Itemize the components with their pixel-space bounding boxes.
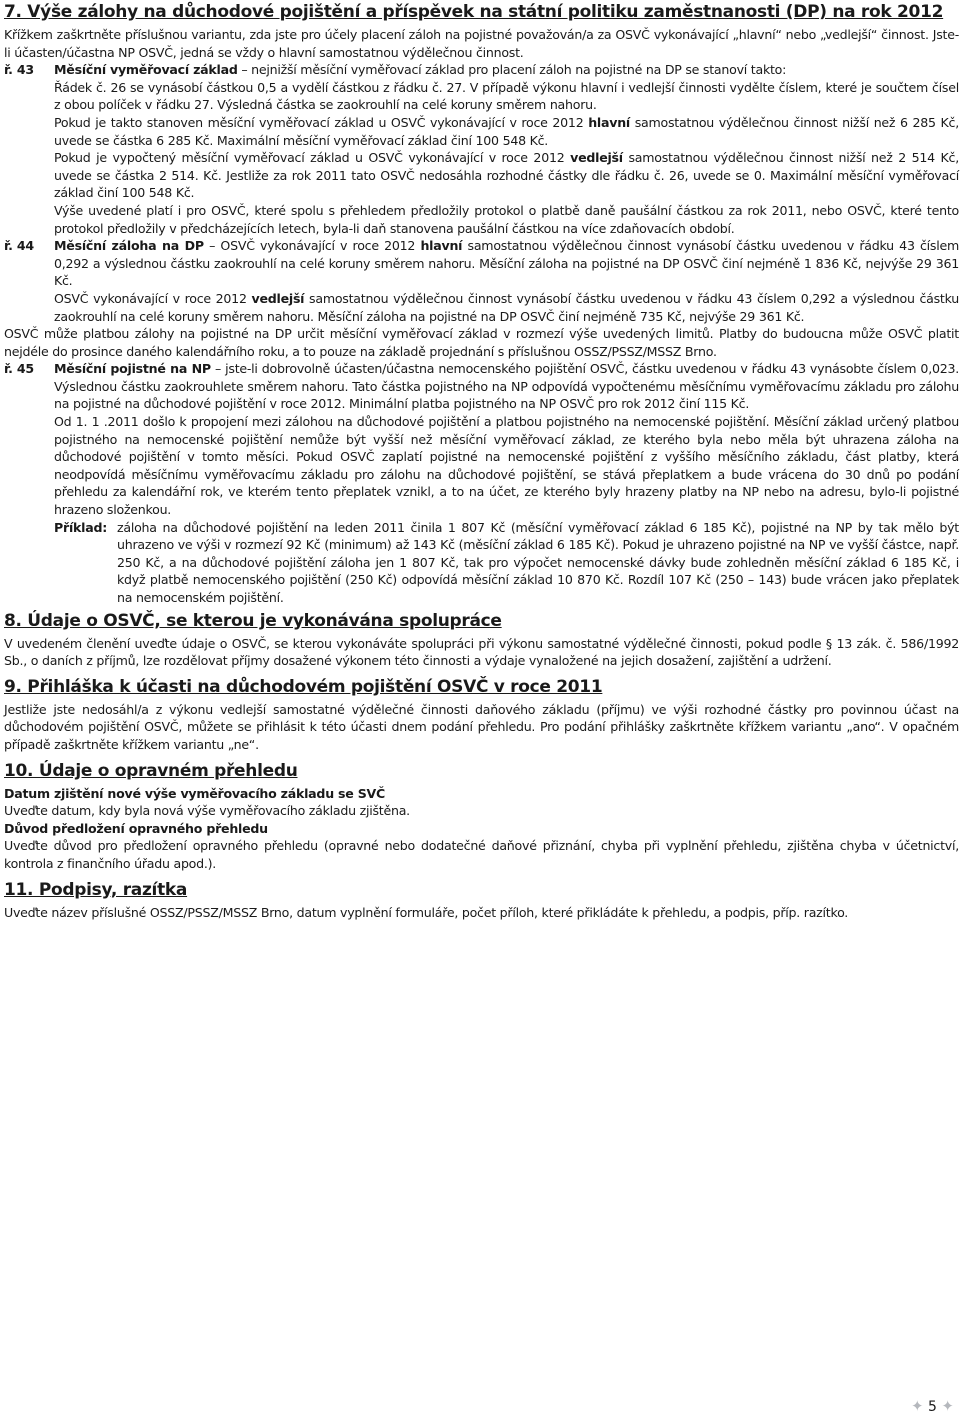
row-44-item: [4, 237, 959, 325]
row-43-p3-bold: vedlejší: [570, 150, 623, 166]
section-7-intro: Křížkem zaškrtněte příslušnou variantu, zda jste pro účely placení záloh na pojistné považován/a za OSVČ vykonávající „hlavní“ nebo „vedlejší“ činnost. Jste-li účasten/účastna NP OSVČ, jedná se vždy o hlavní samostatnou výdělečnou činnost.: [4, 27, 959, 60]
row-43-paragraph-3: [54, 149, 959, 202]
payment-note: OSVČ může platbou zálohy na pojistné na DP určit měsíční vyměřovací základ v rozmezí výše uvedených limitů. Platby do budoucna může OSVČ platit nejdéle do prosince daného kalendářního roku, a to pouze na základě projednání s příslušnou OSSZ/PSSZ/MSSZ Brno.: [4, 326, 959, 359]
row-45-p1-text: – jste-li dobrovolně účasten/účastna nemocenského pojištění OSVČ, částku uvedenou v řádku 43 vynásobte číslem 0,023. Výslednou částku zaokrouhlete směrem nahoru. Tato částka pojistného na NP odpovídá vypočtenému měsíčnímu vyměřovacímu základu pro zálohu na pojistné na důchodové pojištění v roce 2012. Minimální platba pojistného na NP OSVČ pro rok 2012 činí 115 Kč.: [54, 361, 959, 412]
section-9-text: Jestliže jste nedosáhl/a z výkonu vedlejší samostatné výdělečné činnosti daňového základu (příjmu) ve výši rozhodné částky pro povinnou účast na důchodovém pojištění OSVČ, můžete se přihlásit k této účasti dnem podání přehledu. Pro podání přihlášky zaškrtněte křížkem variantu „ano“. V opačném případě zaškrtněte křížkem variantu „ne“.: [4, 701, 959, 752]
row-43-p3-part-c: samostatnou výdělečnou činnost nižší než 2 514 Kč, uvede se částka 2 514. Kč. Jestliže za rok 2011 tato OSVČ nedosáhla rozhodné částky dle řádku č. 26, uvede se 0. Maximální měsíční vyměřovací základ činí 100 548 Kč.: [54, 150, 959, 201]
row-44-p1-part-c: samostatnou výdělečnou činnost vynásobí částku uvedenou v řádku 43 číslem 0,292 a výslednou částku zaokrouhlí na celé koruny směrem nahoru. Měsíční záloha na pojistné na DP OSVČ činí nejméně 1 836 Kč, nejvýše 29 361 Kč.: [54, 238, 959, 289]
row-44-p2-bold: vedlejší: [251, 290, 305, 306]
example-label: Příklad:: [54, 519, 107, 535]
page-footer: [911, 1397, 954, 1416]
section-9-heading: 9. Přihláška k účasti na důchodovém pojištění OSVČ v roce 2011: [4, 676, 603, 697]
star-icon: ✦: [911, 1397, 924, 1415]
row-43-p2-bold: hlavní: [588, 114, 630, 130]
section-10-heading: 10. Údaje o opravném přehledu: [4, 760, 298, 781]
row-44-label: ř. 44: [4, 238, 34, 254]
row-44-paragraph-1: [54, 237, 959, 290]
row-45-paragraph-1: [54, 360, 959, 413]
section-7-heading: 7. Výše zálohy na důchodové pojištění a příspěvek na státní politiku zaměstnanosti (DP) na rok 2012: [4, 2, 944, 22]
row-43-p2-part-c: samostatnou výdělečnou činnost nižší než 6 285 Kč, uvede se částka 6 285 Kč. Maximální měsíční vyměřovací základ činí 100 548 Kč.: [54, 114, 959, 148]
row-43-paragraph-4: Výše uvedené platí i pro OSVČ, které spolu s přehledem předložily protokol o platbě daně paušální částkou za rok 2011, nebo OSVČ, které tento protokol předložily v předcházejících letech, byla-li daň stanovena paušální částkou na více zdaňovacích období.: [54, 202, 959, 236]
row-43-paragraph-2: [54, 114, 959, 149]
section-11-text: Uveďte název příslušné OSSZ/PSSZ/MSSZ Brno, datum vyplnění formuláře, počet příloh, které přikládáte k přehledu, a podpis, příp. razítko.: [4, 904, 849, 920]
section-10-subheading-reason: Důvod předložení opravného přehledu: [4, 820, 268, 836]
row-43-p2-part-a: Pokud je takto stanoven měsíční vyměřovací základ u OSVČ vykonávající v roce 2012: [54, 114, 589, 130]
row-44-heading-bold: Měsíční záloha na DP: [54, 238, 204, 254]
section-10-date-text: Uveďte datum, kdy byla nová výše vyměřovacího základu zjištěna.: [4, 803, 410, 819]
row-43-p3-part-a: Pokud je vypočtený měsíční vyměřovací základ u OSVČ vykonávající v roce 2012: [54, 150, 571, 166]
example-block: [4, 519, 959, 607]
star-icon-right: ✦: [941, 1397, 954, 1415]
document-content: [4, 2, 959, 921]
row-45-paragraph-2: Od 1. 1 .2011 došlo k propojení mezi zálohou na důchodové pojištění a platbou pojistného na nemocenské pojištění. Měsíční základ určený platbou pojistného na nemocenské pojištění nemůže být vyšší než měsíční vyměřovací základ, ze kterého byla nebo měla být uhrazena záloha na důchodové pojištění v tomto měsíci. Pokud OSVČ zaplatí pojistné na nemocenské pojištění z vyššího měsíčního základu, část platby, která neodpovídá měsíčnímu vyměřovacímu základu pro zálohu na důchodové pojištění, se stává přeplatkem a bude vrácena do 30 dnů po podání přehledu za kalendářní rok, ve kterém tento přeplatek vznikl, a to na účet, ze kterého byly hrazeny platby na NP nebo na adresu, bylo-li pojistné hrazeno složenkou.: [54, 414, 959, 518]
section-10-reason-text: Uveďte důvod pro předložení opravného přehledu (opravné nebo dodatečné daňové přiznání, chyba při vyplnění přehledu, zjištěna chyba v účetnictví, kontrola z finančního úřadu apod.).: [4, 838, 959, 871]
section-11-heading: 11. Podpisy, razítka: [4, 879, 188, 900]
row-44-p1-bold: hlavní: [420, 238, 463, 254]
section-8-heading: 8. Údaje o OSVČ, se kterou je vykonávána spolupráce: [4, 610, 502, 631]
row-45-item: [4, 360, 959, 518]
row-43-heading-rest: – nejnižší měsíční vyměřovací základ pro placení záloh na pojistné na DP se stanoví takto:: [237, 62, 787, 78]
example-text: záloha na důchodové pojištění na leden 2011 činila 1 807 Kč (měsíční vyměřovací základ 6 185 Kč), pojistné na NP by tak mělo být uhrazeno ve výši v rozmezí 92 Kč (minimum) až 143 Kč (měsíční základ 6 185 Kč). Pokud je uhrazeno pojistné na NP ve vyšší částce, např. 250 Kč, a na důchodové pojištění záloha jen 1 807 Kč, tak pro výpočet nemocenské dávky bude zohledněn měsíční základ 6 185 Kč, i když platbě nemocenského pojištění (250 Kč) odpovídá měsíční základ 10 870 Kč. Rozdíl 107 Kč (250 – 143) bude vrácen jako přeplatek na nemocenském pojištění.: [117, 519, 959, 605]
row-45-heading-bold: Měsíční pojistné na NP: [54, 361, 211, 377]
row-44-p2-part-a: OSVČ vykonávající v roce 2012: [54, 290, 252, 306]
row-44-p2-part-c: samostatnou výdělečnou činnost vynásobí částku uvedenou v řádku 43 číslem 0,292 a výslednou částku zaokrouhlí na celé koruny směrem nahoru. Měsíční záloha na pojistné na DP OSVČ činí nejméně 735 Kč, nejvýše 29 361 Kč.: [54, 290, 959, 324]
row-43-item: [4, 61, 959, 237]
row-43-heading-bold: Měsíční vyměřovací základ: [54, 62, 238, 78]
row-44-paragraph-2: [54, 290, 959, 325]
row-43-heading: [54, 61, 959, 79]
section-10-subheading-date: Datum zjištění nové výše vyměřovacího základu se SVČ: [4, 785, 386, 801]
row-43-label: ř. 43: [4, 62, 34, 78]
page-number: 5: [928, 1399, 937, 1415]
section-8-text: V uvedeném členění uveďte údaje o OSVČ, se kterou vykonáváte spolupráci při výkonu samostatné výdělečné činnosti, pokud podle § 13 zák. č. 586/1992 Sb., o daních z příjmů, lze rozdělovat příjmy dosažené výkonem této činnosti a výdaje vynaložené na jejich dosažení, zajištění a udržení.: [4, 635, 959, 669]
row-43-paragraph-1: Řádek č. 26 se vynásobí částkou 0,5 a vydělí částkou z řádku č. 27. V případě výkonu hlavní i vedlejší činnosti vydělte číslem, které je součtem čísel z obou políček v řádku 27. Výsledná částka se zaokrouhlí na celé koruny směrem nahoru.: [54, 79, 959, 113]
row-44-p1-part-a: – OSVČ vykonávající v roce 2012: [203, 238, 421, 254]
row-45-label: ř. 45: [4, 361, 34, 377]
